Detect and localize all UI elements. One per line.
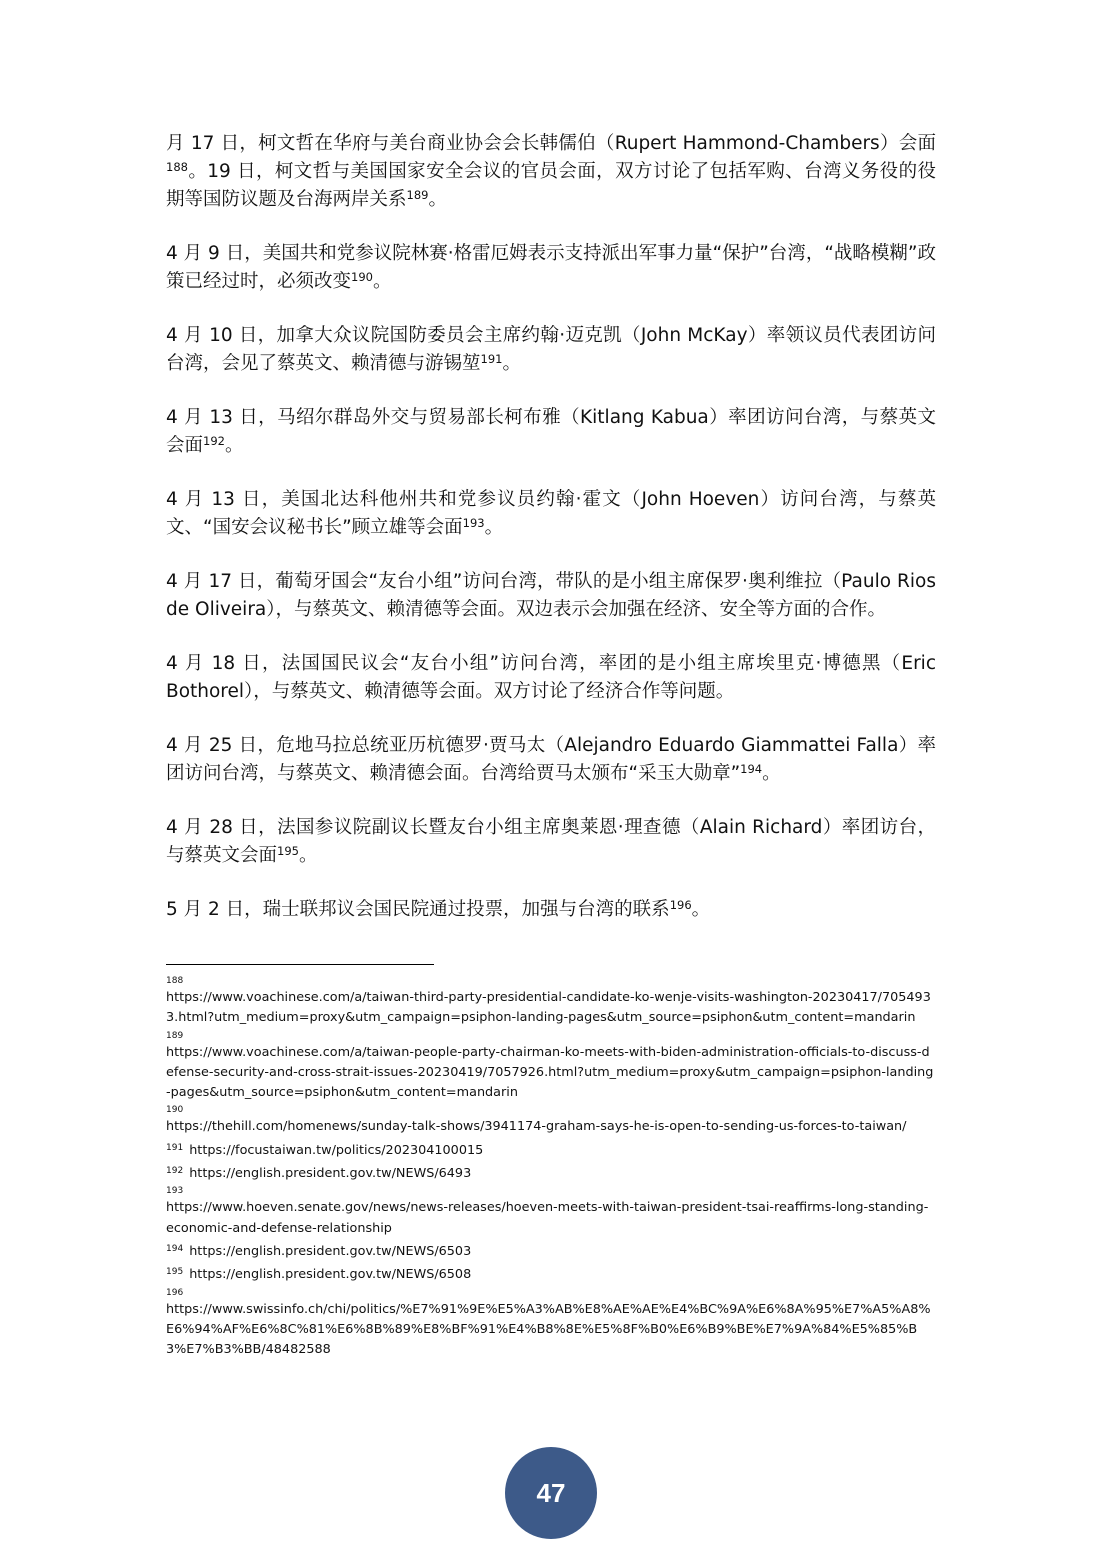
- footnote-link[interactable]: https://thehill.com/homenews/sunday-talk-shows/3941174-graham-says-he-is-open-to-sending-us-forces-to-taiwan/: [166, 1119, 907, 1135]
- footnote-link[interactable]: https://english.president.gov.tw/NEWS/6503: [189, 1243, 472, 1259]
- footnote-192: [166, 1161, 936, 1184]
- footnote-link[interactable]: https://www.swissinfo.ch/chi/politics/%E7%91%9E%E5%A3%AB%E8%AE%AE%E4%BC%9A%E6%8A%95%E7%A5%A8%E6%94%AF%E6%8C%81%E6%8B%89%E8%BF%91%E4%B8%8E%E5%8F%B0%E6%B9%BE%E7%9A%84%E5%85%B3%E7%B3%BB/48482588: [166, 1301, 931, 1358]
- footnotes: [166, 974, 936, 1360]
- entry-0: 月 17 日，柯文哲在华府与美台商业协会会长韩儒伯（Rupert Hammond-Chambers）会面$^{188}$。19 日，柯文哲与美国国家安全会议的官员会面，双方讨论了包括军购、台湾义务役的役期等国防议题及台海两岸关系$^{189}$。: [166, 133, 936, 210]
- entry-4: 4 月 13 日，美国北达科他州共和党参议员约翰·霍文（John Hoeven）访问台湾，与蔡英文、“国安会议秘书长”顾立雄等会面$^{193}$。: [166, 489, 936, 538]
- entry-7: 4 月 25 日，危地马拉总统亚历杭德罗·贾马太（Alejandro Eduardo Giammattei Falla）率团访问台湾，与蔡英文、赖清德会面。台湾给贾马太颁布“采玉大勋章”$^{194}$。: [166, 735, 936, 784]
- footnote-number: 194: [166, 1243, 184, 1254]
- footnote-number: 193: [166, 1186, 184, 1197]
- footnote-ref[interactable]: 196: [669, 898, 692, 912]
- entry-5: 4 月 17 日，葡萄牙国会“友台小组”访问台湾，带队的是小组主席保罗·奥利维拉（Paulo Rios de Oliveira），与蔡英文、赖清德等会面。双边表示会加强在经济、安全等方面的合作。: [166, 571, 936, 620]
- footnote-190: [166, 1103, 936, 1137]
- footnote-number: 190: [166, 1105, 184, 1116]
- entry-3: 4 月 13 日，马绍尔群岛外交与贸易部长柯布雅（Kitlang Kabua）率团访问台湾，与蔡英文会面$^{192}$。: [166, 407, 936, 456]
- footnote-194: [166, 1239, 936, 1262]
- footnote-191: [166, 1138, 936, 1161]
- footnote-188: [166, 974, 936, 1029]
- footnote-ref[interactable]: 189: [406, 188, 429, 202]
- footnote-ref[interactable]: 193: [462, 516, 485, 530]
- entry-6: 4 月 18 日，法国国民议会“友台小组”访问台湾，率团的是小组主席埃里克·博德黑（Eric Bothorel），与蔡英文、赖清德等会面。双方讨论了经济合作等问题。: [166, 653, 936, 702]
- page-number: 47: [536, 1477, 566, 1508]
- entry-9: 5 月 2 日，瑞士联邦议会国民院通过投票，加强与台湾的联系$^{196}$。: [166, 898, 711, 920]
- body-text: [166, 130, 936, 950]
- footnote-ref[interactable]: 190: [351, 270, 373, 284]
- footnote-196: [166, 1286, 936, 1361]
- footnote-ref[interactable]: 188: [166, 160, 188, 174]
- footnote-189: [166, 1029, 936, 1104]
- footnote-link[interactable]: https://www.hoeven.senate.gov/news/news-releases/hoeven-meets-with-taiwan-president-tsai-reaffirms-long-standing-economic-and-defense-relationship: [166, 1200, 929, 1236]
- entry-1: 4 月 9 日，美国共和党参议院林赛·格雷厄姆表示支持派出军事力量“保护”台湾，“战略模糊”政策已经过时，必须改变$^{190}$。: [166, 243, 936, 292]
- footnote-ref[interactable]: 191: [480, 352, 503, 366]
- footnote-link[interactable]: https://www.voachinese.com/a/taiwan-third-party-presidential-candidate-ko-wenje-visits-washington-20230417/7054933.html?utm_medium=proxy&utm_campaign=psiphon-landing-pages&utm_source=psiphon&utm_content=mandarin: [166, 990, 931, 1026]
- entry-8: 4 月 28 日，法国参议院副议长暨友台小组主席奥莱恩·理查德（Alain Richard）率团访台，与蔡英文会面$^{195}$。: [166, 817, 936, 866]
- footnote-link[interactable]: https://focustaiwan.tw/politics/202304100015: [189, 1142, 484, 1158]
- footnote-link[interactable]: https://www.voachinese.com/a/taiwan-people-party-chairman-ko-meets-with-biden-administration-officials-to-discuss-defense-security-and-cross-strait-issues-20230419/7057926.html?utm_medium=proxy&utm_campaign=psiphon-landing-pages&utm_source=psiphon&utm_content=mandarin: [166, 1044, 934, 1101]
- footnote-number: 191: [166, 1142, 184, 1153]
- footnote-number: 195: [166, 1267, 184, 1278]
- entry-2: 4 月 10 日，加拿大众议院国防委员会主席约翰·迈克凯（John McKay）率领议员代表团访问台湾，会见了蔡英文、赖清德与游锡堃$^{191}$。: [166, 325, 936, 374]
- footnote-ref[interactable]: 195: [277, 844, 299, 858]
- footnote-195: [166, 1262, 936, 1285]
- footnote-link[interactable]: https://english.president.gov.tw/NEWS/6508: [189, 1267, 472, 1283]
- footnote-number: 196: [166, 1287, 184, 1298]
- footnote-number: 188: [166, 976, 184, 986]
- footnote-link[interactable]: https://english.president.gov.tw/NEWS/6493: [189, 1166, 472, 1182]
- footnote-193: [166, 1184, 936, 1239]
- page-number-badge: [505, 1447, 597, 1539]
- footnote-number: 192: [166, 1166, 184, 1177]
- footnote-number: 189: [166, 1030, 184, 1041]
- footnote-ref[interactable]: 194: [740, 762, 763, 776]
- footnote-ref[interactable]: 192: [203, 434, 225, 448]
- footnote-divider: [166, 964, 434, 965]
